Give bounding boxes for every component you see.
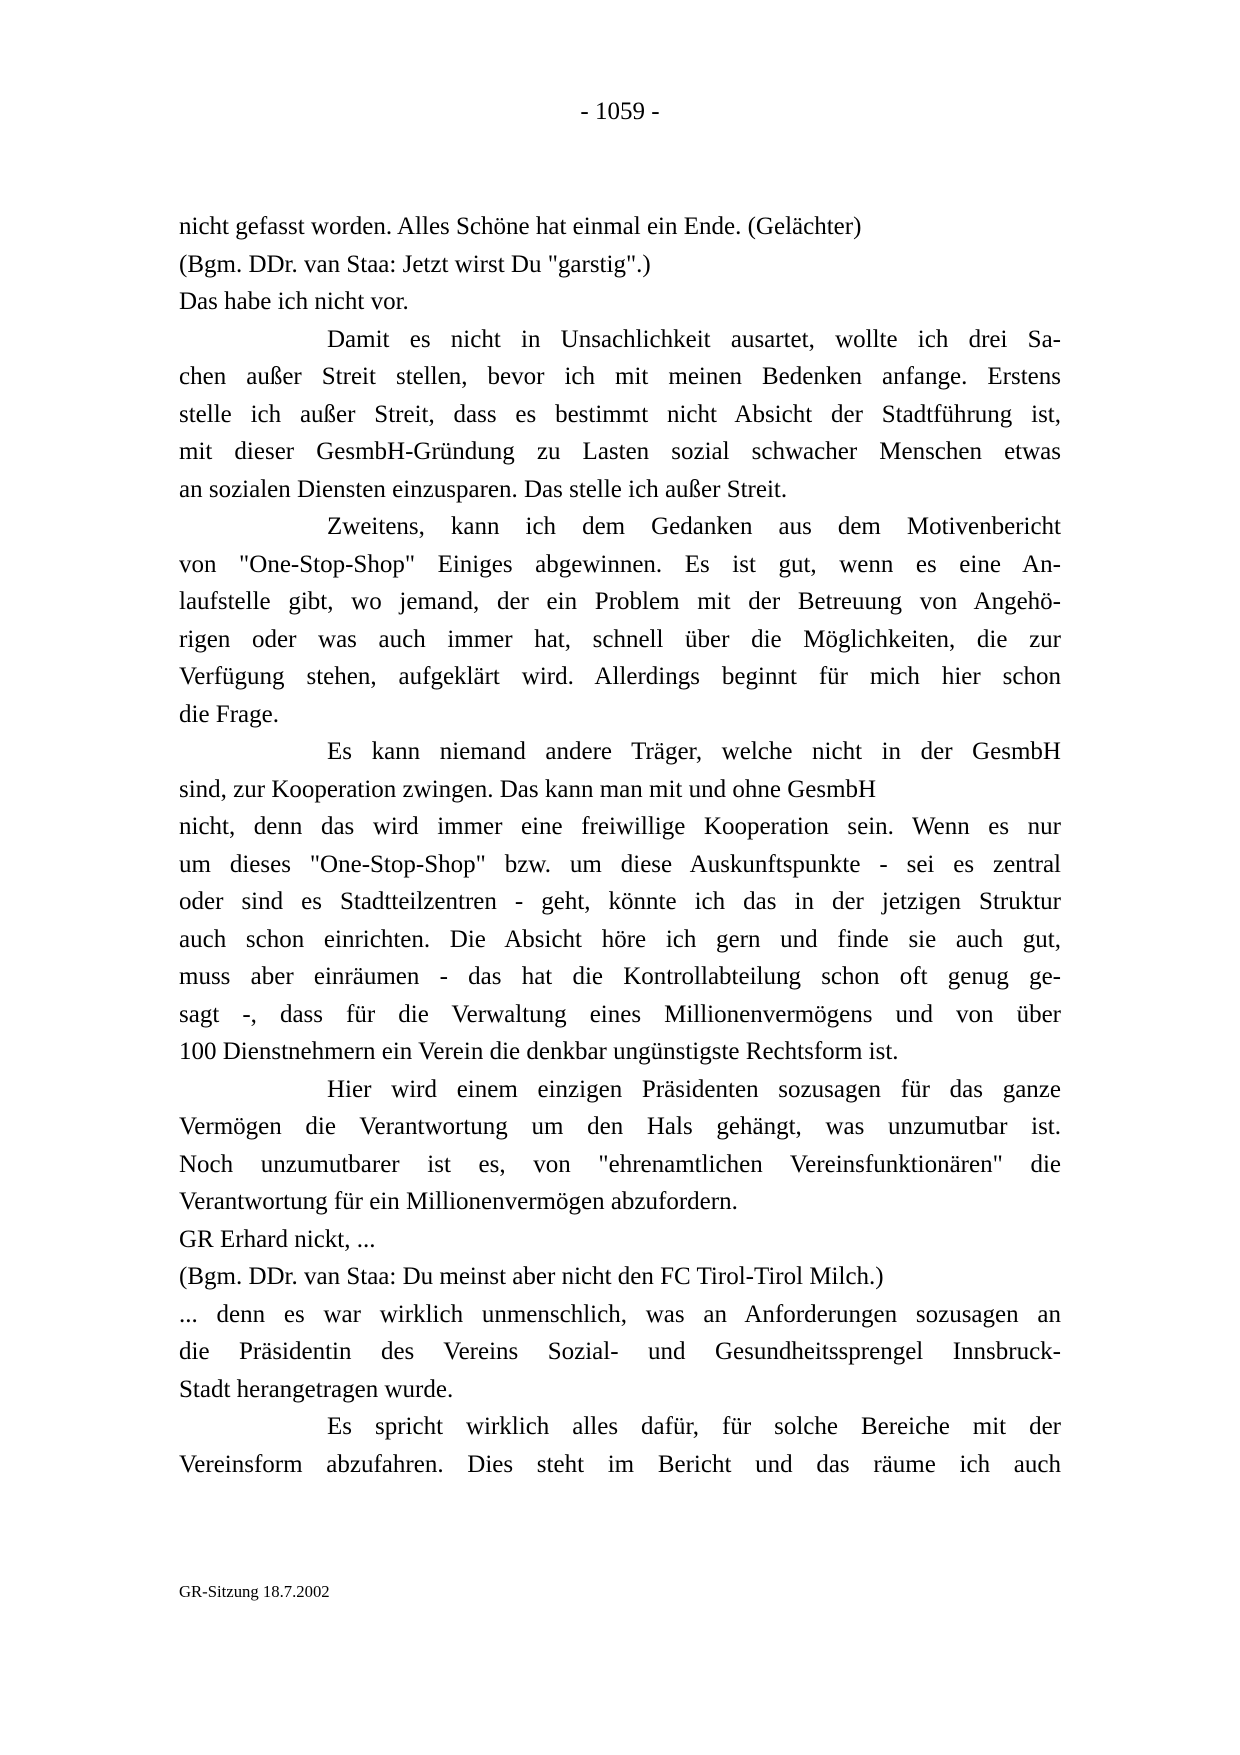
text-line: nicht gefasst worden. Alles Schöne hat einmal ein Ende. (Gelächter) [179,213,862,240]
text-line: von "One-Stop-Shop" Einiges abgewinnen. Es ist gut, wenn es eine An- [179,550,1061,578]
interjection [179,1258,1061,1296]
paragraph [179,733,1061,1071]
text-line: Zweitens, kann ich dem Gedanken aus dem Motivenbericht [327,513,1061,540]
text-line: Damit es nicht in Unsachlichkeit ausartet, wollte ich drei Sa- [327,325,1061,353]
text-line: (Bgm. DDr. van Staa: Du meinst aber nicht den FC Tirol-Tirol Milch.) [179,1263,884,1290]
text-line: Hier wird einem einzigen Präsidenten sozusagen für das ganze [327,1075,1061,1103]
text-line: nicht, denn das wird immer eine freiwillige Kooperation sein. Wenn es nur [179,813,1061,840]
interjection [179,246,1061,284]
text-line: muss aber einräumen - das hat die Kontrollabteilung schon oft genug ge- [179,963,1061,990]
text-line: an sozialen Diensten einzusparen. Das stelle ich außer Streit. [179,475,788,503]
text-line: auch schon einrichten. Die Absicht höre ich gern und finde sie auch gut, [179,925,1061,953]
paragraph [179,508,1061,733]
text-line: die Präsidentin des Vereins Sozial- und Gesundheitssprengel Innsbruck- [179,1338,1061,1365]
paragraph [179,321,1061,509]
paragraph [179,283,1061,321]
text-line: laufstelle gibt, wo jemand, der ein Problem mit der Betreuung von Angehö- [179,588,1061,615]
text-line: oder sind es Stadtteilzentren - geht, könnte ich das in der jetzigen Struktur [179,888,1061,915]
text-line: Verfügung stehen, aufgeklärt wird. Allerdings beginnt für mich hier schon [179,663,1061,690]
text-line: Noch unzumutbarer ist es, von "ehrenamtlichen Vereinsfunktionären" die [179,1150,1061,1178]
text-line: 100 Dienstnehmern ein Verein die denkbar ungünstigste Rechtsform ist. [179,1038,899,1065]
text-line: chen außer Streit stellen, bevor ich mit meinen Bedenken anfange. Erstens [179,363,1061,390]
page-number: - 1059 - [580,98,660,125]
text-line: sagt -, dass für die Verwaltung eines Millionenvermögens und von über [179,1000,1061,1028]
text-line: Vereinsform abzufahren. Dies steht im Bericht und das räume ich auch [179,1450,1061,1478]
footer-session-date: GR-Sitzung 18.7.2002 [179,1582,330,1601]
stage-note [179,1221,1061,1259]
text-line: die Frage. [179,700,279,728]
text-line: Stadt herangetragen wurde. [179,1375,454,1403]
text-line: sind, zur Kooperation zwingen. Das kann man mit und ohne GesmbH [179,775,877,803]
text-line: (Bgm. DDr. van Staa: Jetzt wirst Du "garstig".) [179,250,651,278]
text-line: Verantwortung für ein Millionenvermögen abzufordern. [179,1188,738,1215]
text-line: stelle ich außer Streit, dass es bestimmt nicht Absicht der Stadtführung ist, [179,400,1061,428]
text-line: Das habe ich nicht vor. [179,288,409,315]
paragraph [179,1296,1061,1409]
text-line: Es spricht wirklich alles dafür, für solche Bereiche mit der [327,1413,1061,1440]
document-body [179,208,1061,1483]
text-line: mit dieser GesmbH-Gründung zu Lasten sozial schwacher Menschen etwas [179,438,1061,465]
paragraph-continuation [179,208,1061,246]
text-line: Vermögen die Verantwortung um den Hals gehängt, was unzumutbar ist. [179,1113,1061,1140]
text-line: rigen oder was auch immer hat, schnell über die Möglichkeiten, die zur [179,625,1061,653]
text-line: ... denn es war wirklich unmenschlich, was an Anforderungen sozusagen an [179,1300,1061,1328]
text-line: Es kann niemand andere Träger, welche nicht in der GesmbH [327,738,1061,765]
paragraph [179,1408,1061,1483]
text-line: GR Erhard nickt, ... [179,1225,376,1253]
text-line: um dieses "One-Stop-Shop" bzw. um diese Auskunftspunkte - sei es zentral [179,850,1061,878]
paragraph [179,1071,1061,1221]
